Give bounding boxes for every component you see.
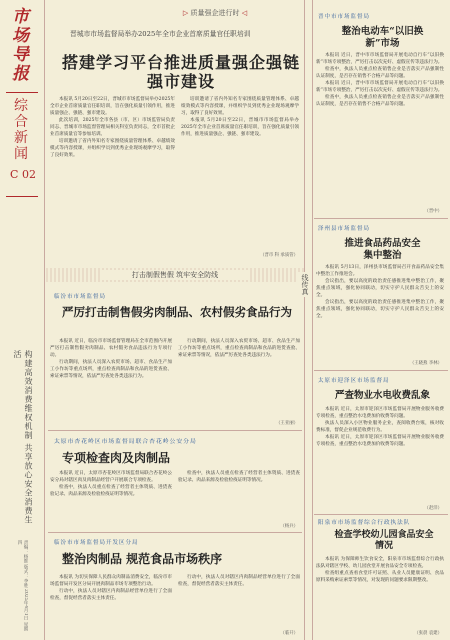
jinzhong-headline: 整治电动车“以旧换新”市场 bbox=[341, 26, 424, 49]
jinzhong-paragraph: 本报讯 近日，晋中市市场监督局开展电动自行车“以旧换新”市场专项整治，严厉打击以次充好、虚假宣传等违法行为。 bbox=[316, 81, 444, 93]
lead-body bbox=[50, 96, 175, 256]
xinghualing-headline: 专项检查肉及肉制品 bbox=[62, 451, 171, 465]
lead-banner: ▷ 质量强企进行时 ◁ bbox=[182, 9, 248, 17]
linfen-headline: 严厉打击制售假劣肉制品、农村假劣食品行为 bbox=[62, 305, 292, 319]
zezhou-dept: 泽州县市场监督局 bbox=[318, 226, 371, 232]
xinghualing-paragraph: 检查中，执法人员重点检查了经营者主体资质、进货查验记录、肉品来源及检验检疫证明等情况。 bbox=[178, 471, 300, 483]
kaifa-paragraph: 行动中，执法人员对辖区内肉制品经营单位进行了全面检查，督促经营者落实主体责任。 bbox=[50, 589, 172, 601]
zezhou-headline: 推进食品药品安全集中整治 bbox=[344, 238, 421, 261]
column-rule bbox=[312, 0, 313, 640]
linfen-body-col2 bbox=[178, 338, 300, 418]
lead-paragraph: 培训邀请了省内外知名专家围绕质量管理体系、卓越绩效模式等内容授课，并组织学员到优秀企业现场观摩学习，取得了良好效果。 bbox=[181, 97, 299, 116]
kaifa-paragraph: 本报讯 为切实保障人民群众肉制品消费安全，临汾市市场监督局开发区分局开展肉制品市场专项整治行动。 bbox=[50, 575, 172, 587]
divider bbox=[48, 532, 302, 533]
xinghualing-body-col2 bbox=[178, 470, 300, 522]
masthead-strip bbox=[0, 0, 44, 640]
kaifa-paragraph: 行动中，执法人员对辖区内肉制品经营单位进行了全面检查，督促经营者落实主体责任。 bbox=[178, 575, 300, 587]
divider bbox=[314, 514, 448, 515]
left-strip-rule bbox=[44, 0, 45, 640]
xinghualing-body bbox=[50, 470, 172, 530]
xinghualing-source: （杨兵） bbox=[280, 524, 298, 529]
zezhou-paragraph: 本报讯 5月13日，泽州县市场监督局召开食品药品安全集中整治工作推进会。 bbox=[316, 265, 444, 277]
lead-paragraph: 本报讯 5月20日至22日，晋城市市场监督局举办2025年全市企业首席质量官任职培训，旨在强化质量引领作用，推进质量强企、强链、强市建设。 bbox=[50, 97, 175, 116]
jinzhong-paragraph: 检查中，执法人员重点检查销售企业是否落实产品强制性认证制度，是否存在销售不合格产品等问题。 bbox=[316, 95, 444, 107]
masthead-divider-2 bbox=[6, 196, 38, 197]
fake-banner-text: 打击制假售假 筑牢安全防线 bbox=[100, 270, 250, 280]
yingze-body bbox=[316, 406, 444, 506]
yingze-source: （赵洋） bbox=[424, 506, 442, 511]
yangquan-paragraph: 检查组重点查看食堂许可证照、从业人员健康证明、食品原料采购索证索票等情况，对发现的问题要求限期整改。 bbox=[316, 571, 444, 583]
linfen-source: （王亚丽） bbox=[276, 421, 298, 426]
xinghualing-paragraph: 检查中，执法人员重点检查了经营者主体资质、进货查验记录、肉品来源及检验检疫证明等情况。 bbox=[50, 485, 172, 497]
lead-paragraph: 培训邀请了省内外知名专家围绕质量管理体系、卓越绩效模式等内容授课，并组织学员到优秀企业现场观摩学习，取得了良好效果。 bbox=[50, 139, 175, 158]
page-code: C 02 bbox=[10, 168, 36, 181]
kaifa-dept: 临汾市市场监督局开发区分局 bbox=[54, 540, 139, 546]
jinzhong-body bbox=[316, 52, 444, 212]
masthead-title: 市场导报 bbox=[12, 7, 29, 84]
lead-headline: 搭建学习平台推进质量强企强链强市建设 bbox=[62, 53, 301, 91]
yangquan-dept: 阳泉市市场监督综合行政执法队 bbox=[318, 520, 411, 526]
kaifa-body bbox=[50, 574, 172, 636]
yangquan-body bbox=[316, 556, 444, 630]
yangquan-source: （张晨 袁建） bbox=[414, 631, 442, 636]
yingze-paragraph: 执法人员深入小区物业服务企业，查阅收费台账，核对收费标准，督促企业规范收费行为。 bbox=[316, 421, 444, 433]
kaifa-body-col2 bbox=[178, 574, 300, 630]
zezhou-paragraph: 会议指出，要以高度的政治责任感推进集中整治工作，聚焦重点领域，强化协同联动，切实守护人民群众舌尖上的安全。 bbox=[316, 300, 444, 319]
column-rule bbox=[304, 0, 305, 640]
kaifa-headline: 整治肉制品 规范食品市场秩序 bbox=[62, 552, 223, 566]
lead-kicker: 晋城市市场监督局举办2025年全市企业首席质量官任职培训 bbox=[70, 30, 251, 38]
linfen-paragraph: 行动期间，执法人员深入农贸市场、超市、食品生产加工小作坊等重点场所，重点检查肉制品和食品的进货查验、索证索票等情况，依法严厉查处各类违法行为。 bbox=[178, 339, 300, 358]
lead-banner-text: 质量强企进行时 bbox=[190, 9, 240, 17]
xinghualing-paragraph: 本报讯 近日，太原市杏花岭区市场监督局联合杏花岭公安分局对辖区肉及肉制品经营户开展联合专项检查。 bbox=[50, 471, 172, 483]
divider bbox=[314, 218, 448, 219]
zezhou-body bbox=[316, 264, 444, 364]
lead-paragraph: 此次培训，2025年全市各县（市、区）市场监管局负责同志、晋城市市场监督管理局相关科室负责同志，全市首批企业首席质量官等参加培训。 bbox=[50, 118, 175, 137]
footer-info: 责编：杨维 版式：李胜 2025年4月1日 星期四 bbox=[17, 540, 28, 631]
jinzhong-dept: 晋中市市场监督局 bbox=[318, 14, 371, 20]
jinzhong-source: （晋中） bbox=[424, 209, 442, 214]
linfen-dept: 临汾市市场监督局 bbox=[54, 294, 107, 300]
jinzhong-paragraph: 检查中，执法人员重点检查销售企业是否落实产品强制性认证制度，是否存在销售不合格产品等问题。 bbox=[316, 67, 444, 79]
section-name: 综合新闻 bbox=[14, 98, 28, 162]
yingze-paragraph: 本报讯 近日，太原市迎泽区市场监督局开展物业服务收费专项检查，重点整治水电费加价收费等问题。 bbox=[316, 407, 444, 419]
zezhou-source: （王晓燕 李林） bbox=[409, 361, 442, 366]
xinghualing-dept: 太原市杏花岭区市场监督局联合杏花岭公安分局 bbox=[54, 439, 197, 445]
linfen-paragraph: 行动期间，执法人员深入农贸市场、超市、食品生产加工小作坊等重点场所，重点检查肉制品和食品的进货查验、索证索票等情况，依法严厉查处各类违法行为。 bbox=[50, 360, 172, 379]
yingze-paragraph: 本报讯 近日，太原市迎泽区市场监督局开展物业服务收费专项检查，重点整治水电费加价收费等问题。 bbox=[316, 435, 444, 447]
yingze-headline: 严查物业水电收费乱象 bbox=[334, 390, 430, 401]
lead-source: （晋市 科 承质管） bbox=[260, 253, 298, 258]
yingze-dept: 太原市迎泽区市场监督局 bbox=[318, 378, 390, 384]
linfen-paragraph: 本报讯 近日，临汾市市场监督管理局在全市范围内开展严厉打击制售假劣肉制品、农村假劣食品违法行为专项行动。 bbox=[50, 339, 172, 358]
right-tag: 线传真 bbox=[298, 272, 310, 297]
zezhou-paragraph: 会议指出，要以高度的政治责任感推进集中整治工作，聚焦重点领域，强化协同联动，切实守护人民群众舌尖上的安全。 bbox=[316, 279, 444, 298]
linfen-body bbox=[50, 338, 172, 428]
kaifa-source: （临开） bbox=[280, 631, 298, 636]
lead-body-col2 bbox=[181, 96, 299, 246]
divider bbox=[314, 370, 448, 371]
yangquan-headline: 检查学校幼儿园食品安全情况 bbox=[334, 530, 434, 551]
divider bbox=[48, 430, 302, 431]
lead-paragraph: 本报讯 5月20日至22日，晋城市市场监督局举办2025年全市企业首席质量官任职培训，旨在强化质量引领作用，推进质量强企、强链、强市建设。 bbox=[181, 118, 299, 137]
sidebar-slogan: 构建高效消费维权机制 共享放心安全消费生活 bbox=[13, 350, 33, 525]
yangquan-paragraph: 本报讯 为保障师生饮食安全，阳泉市市场监督综合行政执法队对辖区学校、幼儿园食堂开展食品安全专项检查。 bbox=[316, 557, 444, 569]
masthead-divider bbox=[6, 92, 38, 93]
jinzhong-paragraph: 本报讯 近日，晋中市市场监督局开展电动自行车“以旧换新”市场专项整治，严厉打击以次充好、虚假宣传等违法行为。 bbox=[316, 53, 444, 65]
